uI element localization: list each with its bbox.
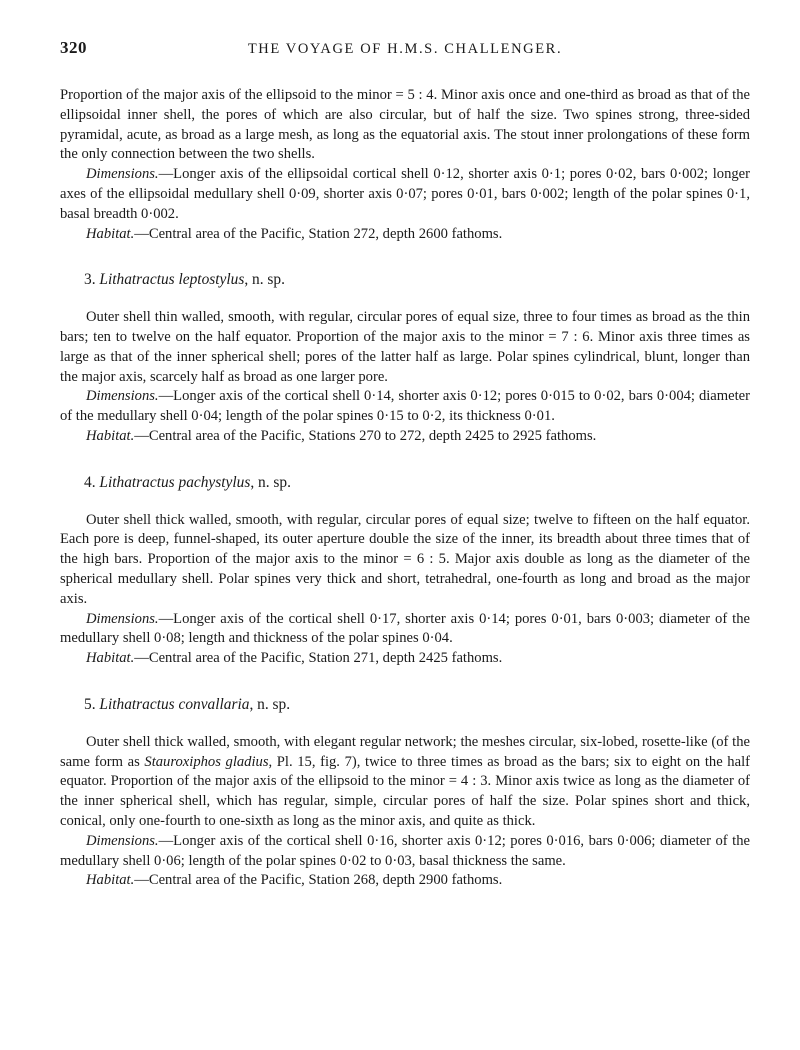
species-number: 4.	[84, 473, 96, 491]
dimensions-label: Dimensions.	[86, 166, 159, 183]
species-suffix: , n. sp.	[244, 271, 285, 289]
species-suffix: , n. sp.	[250, 473, 291, 491]
habitat-label: Habitat.	[86, 650, 135, 667]
dimensions-label: Dimensions.	[86, 610, 159, 627]
habitat-label: Habitat.	[86, 225, 135, 242]
dimensions-text: —Longer axis of the cortical shell 0·16, shorter axis 0·12; pores 0·016, bars 0·006; diameter of the medullary shell 0·06; length of the polar spines 0·02 to 0·03, basal thickness the same.	[60, 832, 750, 869]
species-dimensions	[60, 387, 750, 427]
page-header	[60, 38, 750, 62]
species-name: Lithatractus leptostylus	[99, 271, 245, 289]
intro-habitat	[60, 225, 750, 245]
dimensions-label: Dimensions.	[86, 832, 159, 849]
dimensions-text: —Longer axis of the cortical shell 0·14, shorter axis 0·12; pores 0·015 to 0·02, bars 0·004; diameter of the medullary shell 0·04; length of the polar spines 0·15 to 0·2, its thickness 0·01.	[60, 388, 750, 425]
species-heading	[84, 270, 750, 290]
species-reference: Stauroxiphos gladius	[144, 753, 269, 770]
habitat-label: Habitat.	[86, 427, 135, 444]
description-text: , Pl. 15, fig. 7), twice to three times as broad as the bars; six to eight on the half equator. Proportion of the major axis of the ellipsoid to the minor = 4 : 3. Minor axis twice as long as the diameter of the inner spherical shell, which has regular, simple, circular pores of half the size. Polar spines short and thick, conical, only one-fourth to one-sixth as long as the minor axis, and quite as thick.	[60, 753, 750, 829]
species-description: Outer shell thin walled, smooth, with regular, circular pores of equal size, three to four times as broad as the thin bars; ten to twelve on the half equator. Proportion of the major axis to the minor = 7 : 6. Minor axis three times as large as that of the inner spherical shell; pores of the latter half as large. Polar spines cylindrical, blunt, longer than the major axis, scarcely half as broad as one larger pore.	[60, 309, 750, 385]
running-title: THE VOYAGE OF H.M.S. CHALLENGER.	[247, 41, 563, 57]
description-text: Outer shell thick walled, smooth, with elegant regular network; the meshes circular, six-lobed, rosette-like (of the same form as	[60, 733, 750, 770]
dimensions-text: —Longer axis of the cortical shell 0·17, shorter axis 0·14; pores 0·01, bars 0·003; diameter of the medullary shell 0·08; length and thickness of the polar spines 0·04.	[60, 610, 750, 647]
species-number: 3.	[84, 271, 96, 289]
species-name: Lithatractus convallaria	[99, 695, 250, 713]
dimensions-label: Dimensions.	[86, 388, 159, 405]
species-suffix: , n. sp.	[249, 695, 291, 713]
species-habitat	[60, 427, 750, 447]
habitat-text: —Central area of the Pacific, Station 271, depth 2425 fathoms.	[134, 650, 503, 667]
intro-dimensions	[60, 165, 750, 224]
dimensions-text: —Longer axis of the ellipsoidal cortical shell 0·12, shorter axis 0·1; pores 0·02, bars 0·002; longer axes of the ellipsoidal medullary shell 0·09, shorter axis 0·07; pores 0·01, bars 0·002; length of the polar spines 0·1, basal breadth 0·002.	[60, 166, 750, 222]
habitat-label: Habitat.	[86, 872, 135, 889]
species-habitat	[60, 871, 750, 891]
species-heading	[84, 695, 750, 715]
species-dimensions	[60, 832, 750, 872]
species-number: 5.	[84, 695, 96, 713]
habitat-text: —Central area of the Pacific, Station 268, depth 2900 fathoms.	[134, 872, 503, 889]
species-description	[60, 733, 750, 832]
species-name: Lithatractus pachystylus	[99, 473, 251, 491]
habitat-text: —Central area of the Pacific, Station 272, depth 2600 fathoms.	[134, 225, 503, 242]
habitat-text: —Central area of the Pacific, Stations 270 to 272, depth 2425 to 2925 fathoms.	[134, 427, 597, 444]
intro-description: Proportion of the major axis of the ellipsoid to the minor = 5 : 4. Minor axis once and one-third as broad as that of the ellipsoidal inner shell, the pores of which are also circular, but of half the size. Two spines strong, three-sided pyramidal, acute, as broad as a large mesh, as long as the equatorial axis. The stout inner prolongations of these form the only connection between the two shells.	[60, 87, 750, 163]
species-heading	[84, 473, 750, 493]
species-description: Outer shell thick walled, smooth, with regular, circular pores of equal size; twelve to fifteen on the half equator. Each pore is deep, funnel-shaped, its outer aperture double the size of the inner, its breadth about three times that of the high bars. Proportion of the major axis to the minor = 6 : 5. Major axis double as long as the diameter of the spherical medullary shell. Polar spines very thick and short, tetrahedral, one-fourth as long and broad as the major axis.	[60, 511, 750, 607]
species-habitat	[60, 649, 750, 669]
page-number: 320	[60, 38, 87, 57]
species-dimensions	[60, 610, 750, 650]
page-body	[60, 86, 750, 891]
